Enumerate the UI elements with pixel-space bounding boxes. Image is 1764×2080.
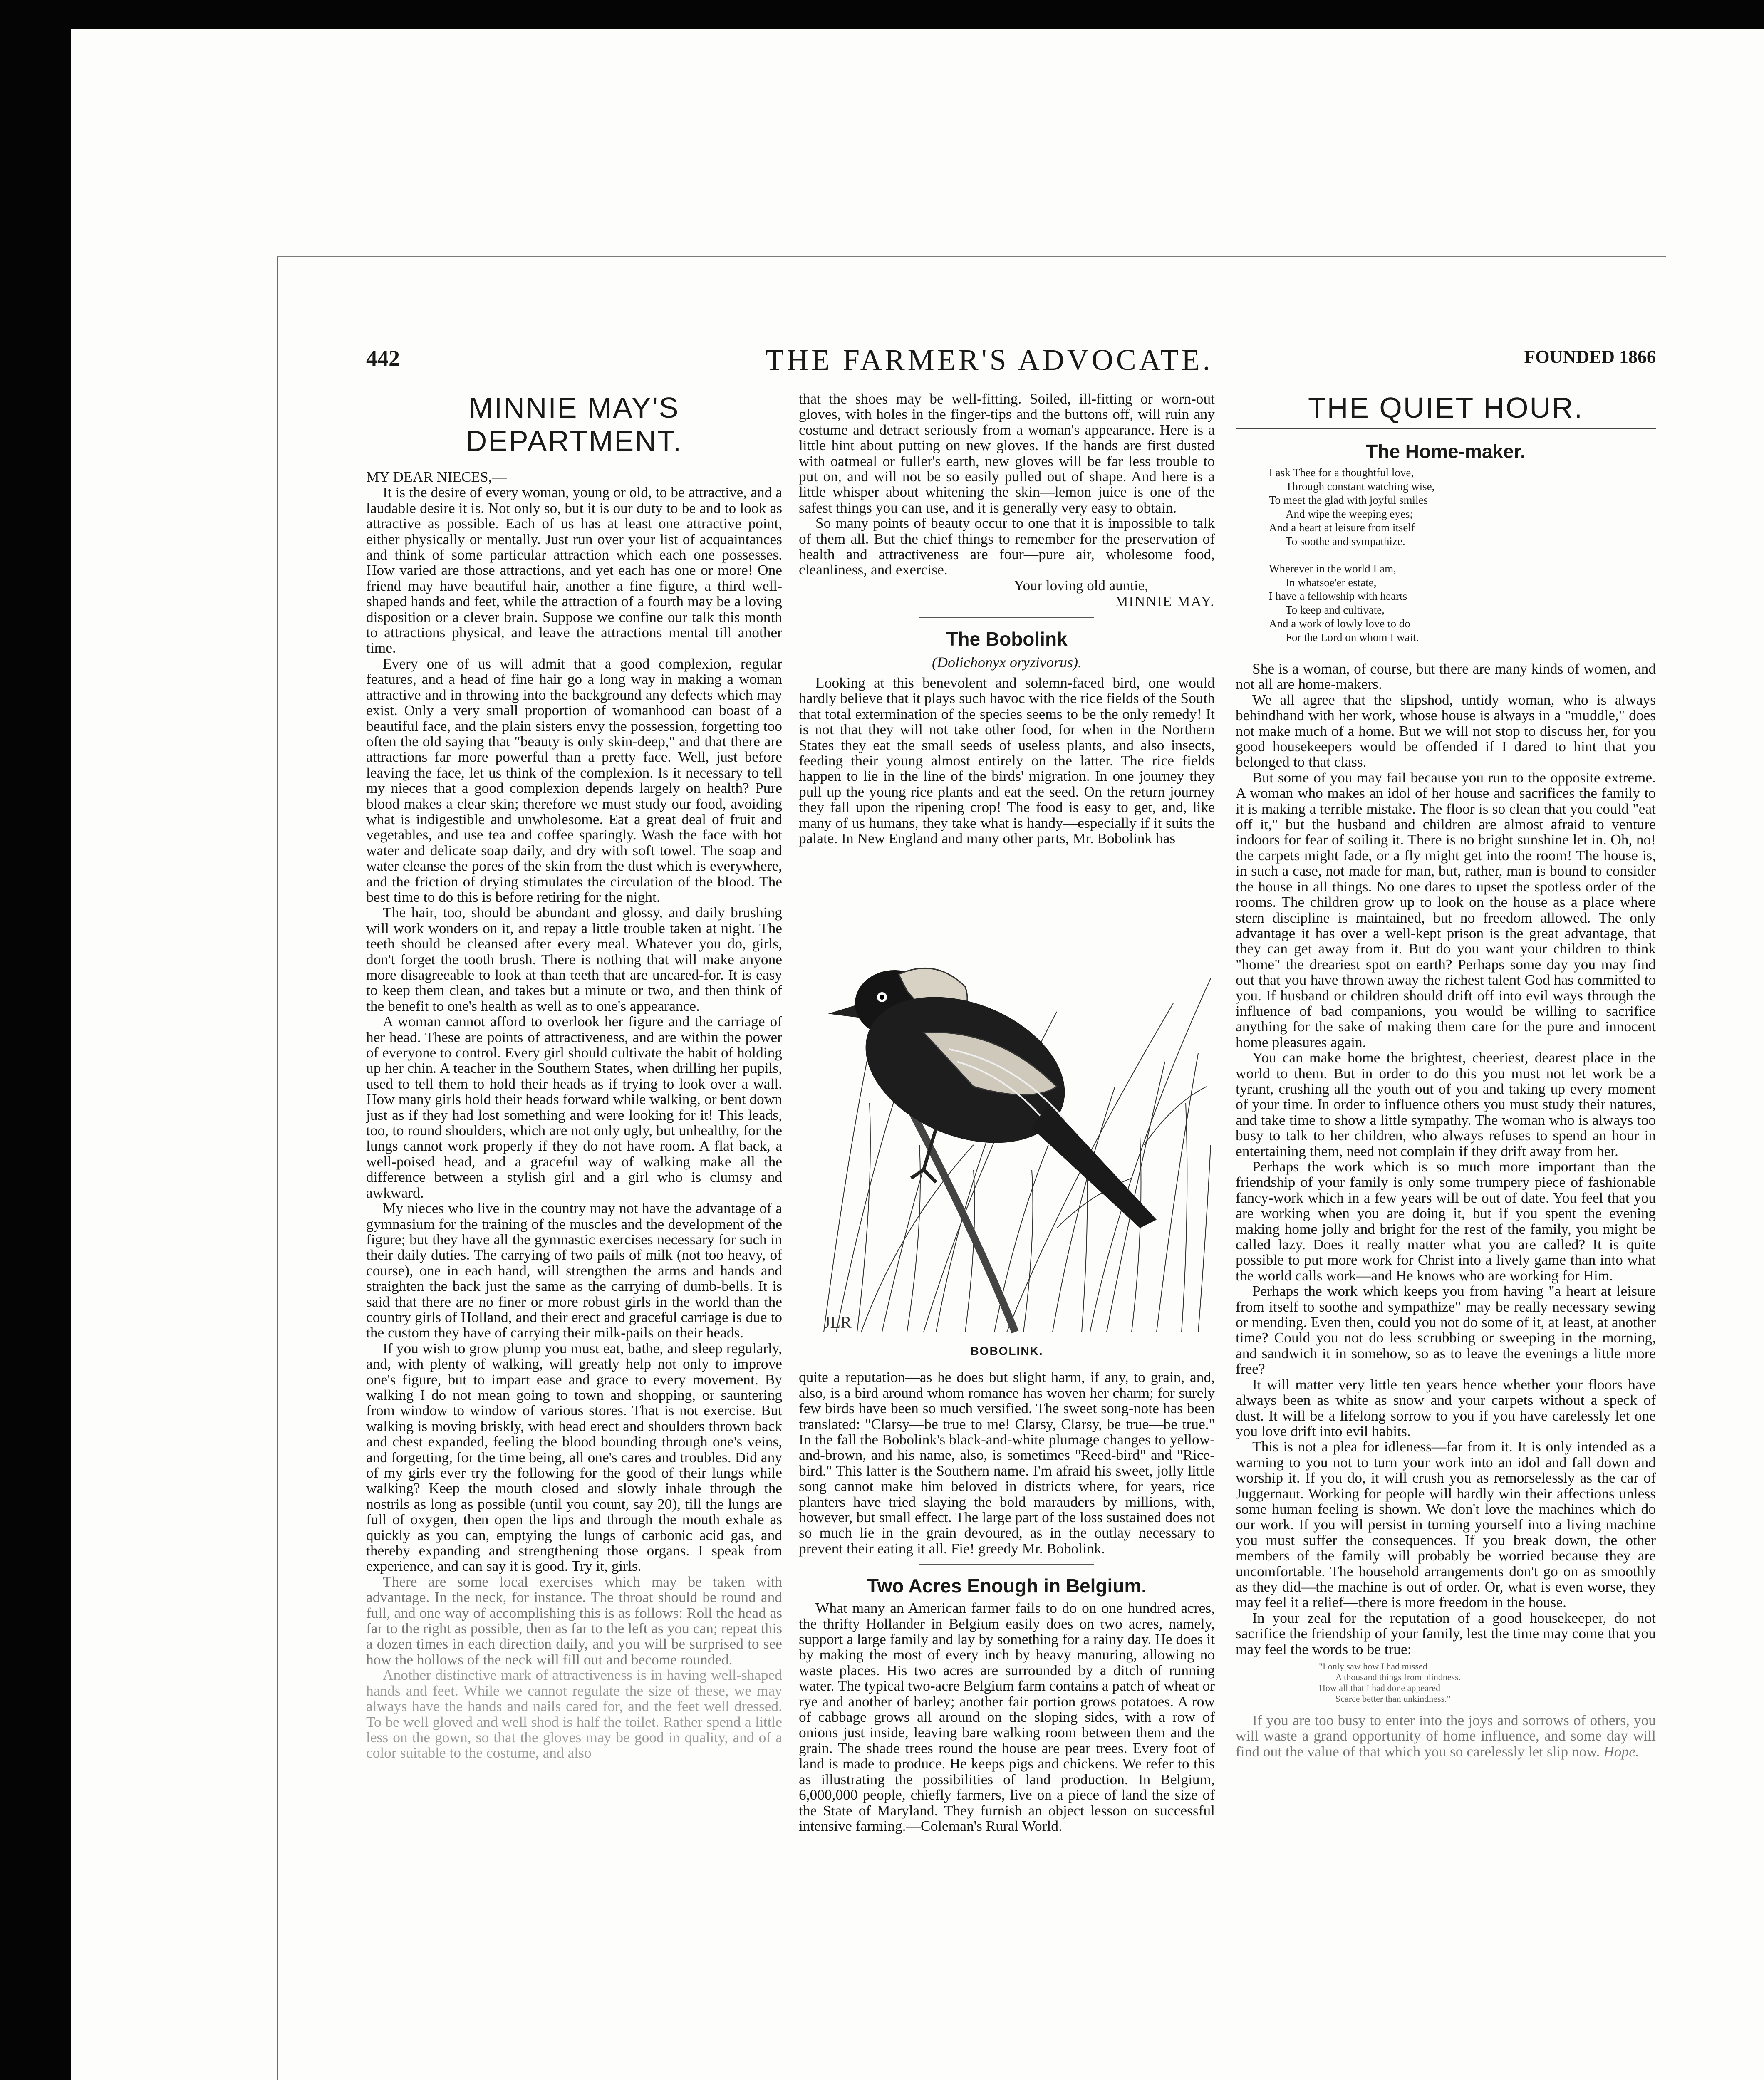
belgium-title: Two Acres Enough in Belgium. [867, 1575, 1147, 1597]
section-divider [919, 617, 1094, 618]
paragraph: We all agree that the slipshod, untidy woman, who is always behindhand with her work, whose house is always in a "muddle," does not make much of a home. But we will not stop to discuss her, for you good housekeepers would be offended if I dared to hint that you belonged to that class. [1236, 691, 1656, 770]
paragraph: that the shoes may be well-fitting. Soiled, ill-fitting or worn-out gloves, with holes in the finger-tips and the buttons off, will ruin any costume and detract seriously from a woman's appearance. Here is a little hint about putting on new gloves. If the hands are first dusted with oatmeal or fuller's earth, new gloves will be far less trouble to put on, and will not be so easily pulled out of shape. And here is a little whisper about whitening the skin—lemon juice is one of the safest things you can use, and it is generally very easy to obtain. [799, 391, 1215, 516]
bobolink-illustration [799, 854, 1215, 1365]
paragraph: Perhaps the work which is so much more important than the friendship of your family is only some trumpery piece of fashionable fancy-work which in a few years will be out of date. You feel that you are working when you are doing it, but if you spent the evening making home jolly and bright for the rest of the family, you might be called lazy. Does it really matter what you are called? It is quite possible to put more work for Christ into a lively game than into what the world calls work—and He knows who are working for Him. [1236, 1158, 1656, 1284]
paragraph: Looking at this benevolent and solemn-faced bird, one would hardly believe that it plays such havoc with the rice fields of the South that total extermination of the species seems to be the only remedy! It is not that they will not take other food, for when in the Northern States they eat the small seeds of useless plants, and also insects, feeding their young almost entirely on the latter. The rice fields happen to lie in the line of the birds' migration. In one journey they pull up the young rice plants and eat the seed. On the return journey they fall upon the ripening crop! The food is easy to get, and, like many of us humans, they take what is handy—especially if it suits the palate. In New England and many other parts, Mr. Bobolink has [799, 674, 1215, 847]
poem-line: Wherever in the world I am, [1269, 562, 1396, 575]
section-divider [919, 1564, 1094, 1565]
column-minnie-may [366, 391, 782, 2080]
paragraph: So many points of beauty occur to one that it is impossible to talk of them all. But the chief things to remember for the preservation of health and attractiveness are four—pure air, wholesome food, cleanliness, and exercise. [799, 515, 1215, 578]
paragraph: In your zeal for the reputation of a good housekeeper, do not sacrifice the friendship of your family, lest the time may come that you may feel the words to be true: [1236, 1609, 1656, 1657]
homemaker-title: The Home-maker. [1366, 441, 1526, 462]
verse-line: A thousand things from blindness. [1335, 1672, 1461, 1682]
poem-line: To meet the glad with joyful smiles [1269, 494, 1428, 506]
running-head [366, 345, 1656, 374]
paragraph [1236, 1713, 1656, 1759]
quiet-hour-heading: THE QUIET HOUR. [1236, 391, 1656, 430]
paragraph: A woman cannot afford to overlook her figure and the carriage of her head. These are points of attractiveness, and are within the power of everyone to control. Every girl should cultivate the habit of holding up her chin. A teacher in the Southern States, when drilling her pupils, used to tell them to hold their heads as if trying to look over a wall. How many girls hold their heads forward while walking, or bent down just as if they had lost something and were looking for it! This leads, too, to round shoulders, which are not only ugly, but unhealthy, for the lungs cannot work properly if they do not have room. A flat back, a well-poised head, and a graceful way of walking make all the difference between a stylish girl and a girl who is clumsy and awkward. [366, 1013, 782, 1201]
signoff-name [799, 594, 1215, 609]
poem-stanzas [1269, 466, 1656, 644]
author-name: MINNIE MAY. [1115, 593, 1215, 609]
closing-verse [1319, 1661, 1656, 1704]
paragraph: It is the desire of every woman, young or old, to be attractive, and a laudable desire it is. Not only so, but it is our duty to be and to look as attractive as possible. Each of us has at least one attractive point, either physically or mentally. Just run over your list of acquaintances and think of some particular attraction which each one possesses. How varied are those attractions, and yet each has one or more! One friend may have beautiful hair, another a fine figure, a third well-shaped hands and feet, while the attraction of a fourth may be a loving disposition or a clever brain. Suppose we confine our talk this month to attractions physical, and leave the attractions mental till another time. [366, 484, 782, 656]
poem-line: And a work of lowly love to do [1269, 617, 1410, 630]
verse-line: How all that I had done appeared [1319, 1683, 1440, 1693]
final-text: If you are too busy to enter into the joys and sorrows of others, you will waste a grand opportunity of home influence, and some day will find out the value of that which you so carelessly let slip now. [1236, 1712, 1656, 1760]
poem-line: For the Lord on whom I wait. [1286, 631, 1419, 644]
paragraph: There are some local exercises which may be taken with advantage. In the neck, for instance. The throat should be round and full, and one way of accomplishing this is as follows: Roll the head as far to the right as possible, then as far to the left as you can; repeat this a dozen times in each direction daily, and you will be surprised to see how the hollows of the neck will fill out and become rounded. [366, 1573, 782, 1668]
poem-line: I have a fellowship with hearts [1269, 590, 1407, 602]
masthead-title: THE FARMER'S ADVOCATE. [766, 343, 1213, 376]
engraver-signature: JLR [824, 1313, 852, 1332]
poem-line: And a heart at leisure from itself [1269, 521, 1415, 534]
poem-line: Through constant watching wise, [1286, 480, 1435, 493]
bobolink-bird [828, 968, 1157, 1228]
paragraph: My nieces who live in the country may not have the advantage of a gymnasium for the training of the muscles and the development of the figure; but they have all the gymnastic exercises necessary for such in their daily duties. The carrying of two pails of milk (not too heavy, of course), one in each hand, will strengthen the arms and hands and straighten the back just the same as the carrying of dumb-bells. It is said that there are no finer or more robust girls in the world than the country girls of Holland, and their erect and graceful carriage is due to the custom they have of carrying their milk-pails on their heads. [366, 1200, 782, 1341]
paragraph: This is not a plea for idleness—far from it. It is only intended as a warning to you not to turn your work into an idol and fall down and worship it. If you do, it will crush you as remorselessly as the car of Juggernaut. Working for people will hardly win their affections unless some human feeling is shown. We don't love the machines which do our work. If you will persist in turning yourself into a living machine you must suffer the consequences. If you break down, the other members of the family will probably be worried because they are uncomfortable. The household arrangements don't go on as smoothly as they did—the machine is out of order. Or, what is even worse, they may feel it a relief—there is more freedom in the house. [1236, 1438, 1656, 1611]
verse-line: "I only saw how I had missed [1319, 1661, 1427, 1671]
founded-year: FOUNDED 1866 [1524, 347, 1656, 367]
bobolink-title: The Bobolink [946, 628, 1068, 650]
paragraph: It will matter very little ten years hence whether your floors have always been as white as snow and your carpets without a speck of dust. It will be a lifelong sorrow to you if you have carelessly let one you love drift into evil habits. [1236, 1376, 1656, 1439]
department-heading: MINNIE MAY'S DEPARTMENT. [366, 391, 782, 463]
page-edge-rule [277, 256, 1666, 257]
poem-line [1269, 548, 1656, 562]
paragraph: You can make home the brightest, cheeriest, dearest place in the world to them. But in order to do this you must not let work be a tyrant, crushing all the youth out of you and taking up every moment of your time. In order to influence others you must study their natures, and take time to show a little sympathy. The woman who is always too busy to talk to her children, who always refuses to spend an hour in entertaining them, need not complain if they drift away from her. [1236, 1049, 1656, 1159]
paragraph: Every one of us will admit that a good complexion, regular features, and a head of fine hair go a long way in making a woman attractive and in throwing into the background any defects which may exist. Only a very small proportion of womanhood can boast of a beautiful face, and the plain sisters envy the possession, forgetting too often the old saying that "beauty is only skin-deep," and that there are attractions far more powerful than a pretty face. Well, just before leaving the face, let us think of the complexion. Is it necessary to tell my nieces that a good complexion depends largely on health? Pure blood makes a clear skin; therefore we must study our food, avoiding what is indigestible and unwholesome. Eat a great deal of fruit and vegetables, and use tea and coffee sparingly. Wash the face with hot water and delicate soap daily, and dry with soft towel. The soap and water cleanse the pores of the skin from the dust which is everywhere, and the friction of drying stimulates the circulation of the blood. The best time to do this is before retiring for the night. [366, 655, 782, 905]
bobolink-engraving [799, 854, 1215, 1345]
paragraph: If you wish to grow plump you must eat, bathe, and sleep regularly, and, with plenty of walking, will greatly help not only to improve one's figure, but to impart ease and grace to every movement. By walking I do not mean going to town and shopping, or sauntering from window to window of various stores. That is not exercise. But walking is moving briskly, with head erect and shoulders thrown back and chest expanded, feeling the blood bounding through one's veins, and forgetting, for the time being, all one's cares and troubles. Did any of my girls ever try the following for the good of their lungs while walking? Keep the mouth closed and slowly inhale through the nostrils as long as possible (until you count, say 20), till the lungs are full of oxygen, then open the lips and through the mouth exhale as quickly as you can, emptying the lungs of carbonic acid gas, and thereby expanding and strengthening those organs. I speak from experience, and can say it is good. Try it, girls. [366, 1340, 782, 1575]
bobolink-subtitle: (Dolichonyx oryzivorus). [932, 654, 1082, 671]
poem-line: And wipe the weeping eyes; [1286, 508, 1413, 520]
final-signature: Hope. [1603, 1743, 1639, 1760]
paragraph: Perhaps the work which keeps you from having "a heart at leisure from itself to soothe and sympathize" may be really necessary sewing or mending. Even then, could you not do some of it, at least, at another time? Could you not do less scrubbing or sweeping in the morning, and sandwich it in somehow, so as to leave the evenings a little more free? [1236, 1283, 1656, 1377]
column-quiet-hour [1236, 391, 1656, 2080]
poem-line: To keep and cultivate, [1286, 604, 1385, 616]
column-middle [799, 391, 1215, 2080]
paragraph: Another distinctive mark of attractiveness is in having well-shaped hands and feet. While we cannot regulate the size of these, we may always have the hands and nails cared for, and the feet well dressed. To be well gloved and well shod is half the toilet. Rather spend a little less on the gown, so that the gloves may be good in quality, and of a color suitable to the costume, and also [366, 1666, 782, 1761]
poem-line: To soothe and sympathize. [1286, 535, 1405, 547]
binding-edge [277, 256, 278, 2080]
paragraph: But some of you may fail because you run to the opposite extreme. A woman who makes an idol of her house and sacrifices the family to it is making a terrible mistake. The floor is so clean that you could "eat off it," but the husband and children are almost afraid to venture indoors for fear of soiling it. There is no bright sunshine let in. Oh, no! the carpets might fade, or a fly might get into the room! The house is, in such a case, not made for man, but, rather, man is bound to consider the house in all things. No one dares to upset the spotless order of the rooms. The children grow up to look on the house as a place where stern discipline is maintained, but no freedom allowed. The only advantage it has over a well-kept prison is the great advantage, that they can get away from it. But do you want your children to think "home" the dreariest spot on earth? Perhaps some day you may find out that you have thrown away the richest talent God has committed to you. If husband or children should drift off into evil ways through the influence of bad companions, you would be willing to sacrifice anything for the sake of making them care for the pure and innocent home pleasures again. [1236, 769, 1656, 1050]
paragraph: quite a reputation—as he does but slight harm, if any, to grain, and, also, is a bird around whom romance has woven her charm; for surely few birds have been so much versified. The sweet song-note has been translated: "Clarsy—be true to me! Clarsy, Clarsy, be true—be true." In the fall the Bobolink's black-and-white plumage changes to yellow-and-brown, and his name, also, is sometimes "Reed-bird" and "Rice-bird." This latter is the Southern name. I'm afraid his sweet, jolly little song cannot make him beloved in districts where, for years, rice planters have tried slaying the bold marauders by millions, with, however, but small effect. The large part of the loss sustained does not so much lie in the grain devoured, as in the outlay necessary to prevent their eating it all. Fie! greedy Mr. Bobolink. [799, 1369, 1215, 1557]
figure-caption: BOBOLINK. [970, 1345, 1043, 1358]
poem-line: I ask Thee for a thoughtful love, [1269, 466, 1414, 479]
newspaper-page [366, 345, 1656, 2080]
page-number: 442 [366, 346, 400, 371]
paragraph: The hair, too, should be abundant and glossy, and daily brushing will work wonders on it, and repay a little trouble taken at night. The teeth should be cleansed after every meal. Whatever you do, girls, don't forget the tooth brush. There is nothing that will make anyone more disagreeable to look at than teeth that are uncared-for. It is easy to keep them clean, and takes but a minute or two, and then think of the benefit to one's health as well as to one's appearance. [366, 904, 782, 1014]
signoff-line: Your loving old auntie, [1013, 577, 1148, 594]
verse-line: Scarce better than unkindness." [1335, 1694, 1451, 1704]
paragraph: She is a woman, of course, but there are many kinds of women, and not all are home-makers. [1236, 660, 1656, 693]
salutation: MY DEAR NIECES,— [366, 468, 507, 485]
poem-line: In whatsoe'er estate, [1286, 576, 1377, 589]
paragraph: What many an American farmer fails to do on one hundred acres, the thrifty Hollander in Belgium easily does on two acres, namely, support a large family and lay by something for a rainy day. He does it by making the most of every inch by heavy manuring, allowing no waste places. His two acres are surrounded by a ditch of running water. The typical two-acre Belgium farm contains a patch of wheat or rye and another of barley; another fair portion grows potatoes. A row of cabbage grows all around on the sloping sides, with a row of onions just inside, leaving bare walking room between them and the grain. The shade trees round the house are pear trees. Every foot of land is made to produce. He keeps pigs and chickens. We refer to this as illustrating the possibilities of land production. In Belgium, 6,000,000 people, chiefly farmers, live on a piece of land the size of the State of Maryland. They furnish an object lesson on successful intensive farming.—Coleman's Rural World. [799, 1600, 1215, 1834]
